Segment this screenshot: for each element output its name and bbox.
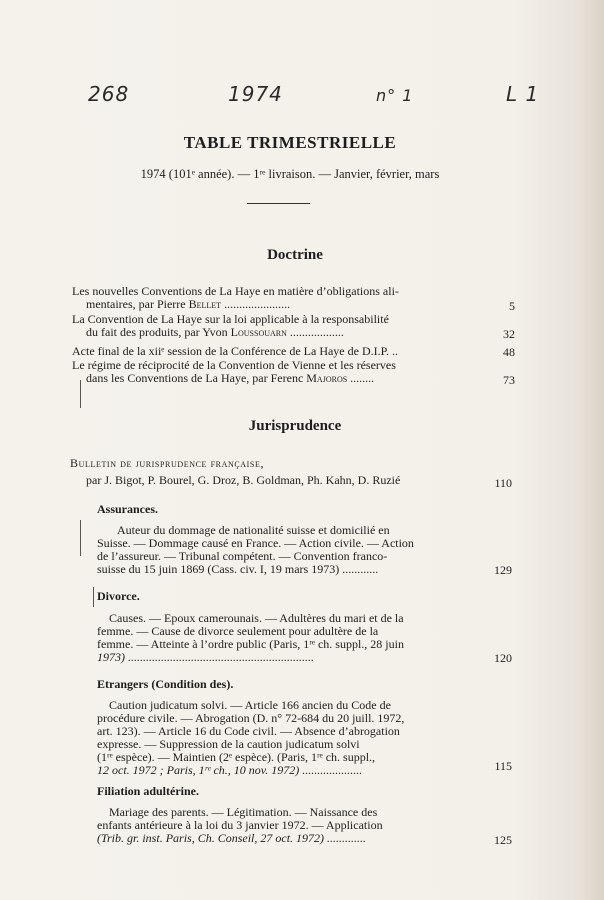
page-number: 129 <box>494 563 512 577</box>
bulletin-entry <box>70 457 400 487</box>
entry-text: mentaires, par Pierre <box>86 297 189 311</box>
entry-line: Causes. — Epoux camerounais. — Adultères du mari et de la <box>109 611 404 625</box>
subsection-heading: Assurances. <box>97 502 159 516</box>
case-entry <box>97 806 475 845</box>
section-heading-doctrine: Doctrine <box>267 247 323 263</box>
toc-entry <box>72 359 477 385</box>
entry-line: (1ʳᵉ espèce). — Maintien (2ᵉ espèce). (Paris, 1ʳᵉ ch. suppl., <box>97 750 376 764</box>
handwritten-note-year: 1974 <box>228 82 283 106</box>
entry-line: femme. — Atteinte à l’ordre public (Paris, 1ʳᵉ ch. suppl., 28 juin <box>97 637 404 651</box>
subsection-heading: Filiation adultérine. <box>97 784 199 798</box>
margin-mark <box>93 587 94 607</box>
page-number: 73 <box>503 373 515 387</box>
page-number: 125 <box>494 833 512 847</box>
case-entry <box>97 699 475 777</box>
handwritten-note-issue: n° 1 <box>376 86 414 105</box>
entry-line: Les nouvelles Conventions de La Haye en matière d’obligations ali- <box>72 284 399 298</box>
bulletin-authors: par J. Bigot, P. Bourel, G. Droz, B. Goldman, Ph. Kahn, D. Ruzié <box>86 473 401 487</box>
entry-text: du fait des produits, par Yvon <box>86 325 231 339</box>
entry-leader: ........ <box>347 371 375 385</box>
entry-author: Bellet <box>188 297 222 311</box>
page-number: 110 <box>494 476 512 490</box>
margin-mark <box>80 520 81 556</box>
page-number: 5 <box>509 299 515 313</box>
page-number: 32 <box>503 327 515 341</box>
entry-text: dans les Conventions de La Haye, par Ferenc <box>86 371 307 385</box>
case-entry <box>97 612 475 664</box>
page-number: 48 <box>503 345 515 359</box>
page-subtitle: 1974 (101ᵉ année). — 1ʳᵉ livraison. — Janvier, février, mars <box>140 167 440 181</box>
entry-line: Auteur du dommage de nationalité suisse et domicilié en <box>117 523 390 537</box>
page-number: 115 <box>494 759 512 773</box>
handwritten-note-code: L 1 <box>506 82 540 106</box>
entry-author: Majoros <box>306 371 348 385</box>
entry-line: 12 oct. 1972 ; Paris, 1ʳᵉ ch., 10 nov. 1972) .................... <box>97 763 363 777</box>
bulletin-title: Bulletin de jurisprudence française, <box>70 456 265 470</box>
entry-line: (Trib. gr. inst. Paris, Ch. Conseil, 27 oct. 1972) ............. <box>97 831 367 845</box>
entry-line: Le régime de réciprocité de la Convention de Vienne et les réserves <box>72 358 396 372</box>
entry-line <box>72 372 477 385</box>
entry-leader: ...................... <box>221 297 291 311</box>
toc-entry <box>72 313 477 339</box>
toc-entry <box>72 345 477 358</box>
page-title: TABLE TRIMESTRIELLE <box>183 133 397 152</box>
entry-line: suisse du 15 juin 1869 (Cass. civ. I, 19 mars 1973) ............ <box>97 562 379 576</box>
entry-line: femme. — Cause de divorce seulement pour adultère de la <box>97 624 379 638</box>
entry-line: expresse. — Suppression de la caution judicatum solvi <box>97 737 360 751</box>
entry-line: Caution judicatum solvi. — Article 166 ancien du Code de <box>109 698 391 712</box>
margin-mark <box>80 380 81 408</box>
entry-line <box>72 326 477 339</box>
entry-line: de l’assureur. — Tribunal compétent. — Convention franco- <box>97 549 388 563</box>
subsection-heading: Divorce. <box>97 589 140 603</box>
entry-line: procédure civile. — Abrogation (D. n° 72-684 du 20 juill. 1972, <box>97 711 405 725</box>
subsection-heading: Etrangers (Condition des). <box>97 677 234 691</box>
entry-leader: .................. <box>286 325 344 339</box>
entry-line: 1973) .............................................................. <box>97 650 314 664</box>
case-entry <box>97 524 475 576</box>
entry-line: La Convention de La Haye sur la loi applicable à la responsabilité <box>72 312 389 326</box>
entry-line: Mariage des parents. — Légitimation. — Naissance des <box>109 805 378 819</box>
entry-line: Suisse. — Dommage causé en France. — Action civile. — Action <box>97 536 414 550</box>
entry-author: Loussouarn <box>230 325 287 339</box>
entry-line: Acte final de la xiiᵉ session de la Conférence de La Haye de D.I.P. .. <box>72 344 398 358</box>
entry-line: enfants antérieure à la loi du 3 janvier 1972. — Application <box>97 818 383 832</box>
toc-entry <box>72 285 477 311</box>
handwritten-note-number: 268 <box>88 82 130 106</box>
entry-line: art. 123). — Article 16 du Code civil. — Absence d’abrogation <box>97 724 400 738</box>
entry-line <box>72 298 477 311</box>
page-number: 120 <box>494 651 512 665</box>
title-divider <box>247 203 310 204</box>
section-heading-jurisprudence: Jurisprudence <box>248 418 342 434</box>
